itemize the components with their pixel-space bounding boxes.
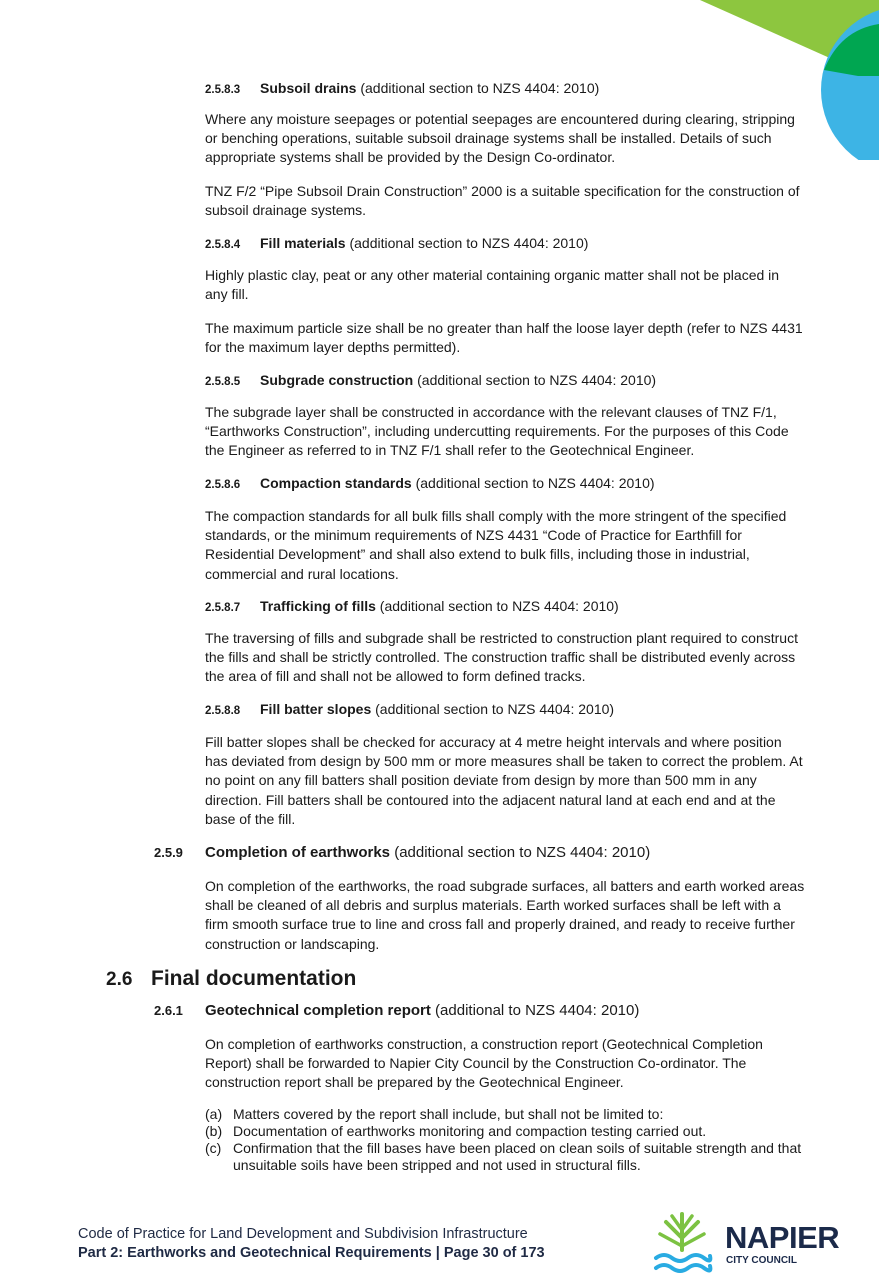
section-title: Fill batter slopes bbox=[260, 701, 372, 717]
section-number: 2.5.8.8 bbox=[205, 705, 241, 717]
section-qualifier: (additional section to NZS 4404: 2010) bbox=[417, 372, 657, 388]
section-qualifier: (additional section to NZS 4404: 2010) bbox=[375, 701, 615, 717]
footer-part-and-page: Part 2: Earthworks and Geotechnical Requirements | Page 30 of 173 bbox=[78, 1245, 545, 1261]
section-title: Compaction standards bbox=[260, 475, 412, 491]
paragraph: The traversing of fills and subgrade shall be restricted to construction plant required to construct the fills and shall be strictly controlled. The construction traffic shall be distributed evenly across the area of fill and shall not be allowed to form defined tracks. bbox=[205, 630, 798, 685]
list-item bbox=[205, 1106, 805, 1123]
heading-subsoil-drains bbox=[205, 79, 599, 99]
section-title: Completion of earthworks bbox=[205, 844, 391, 861]
paragraph: Where any moisture seepages or potential seepages are encountered during clearing, stripping or benching operations, suitable subsoil drainage systems shall be installed. Details of such appropriate systems shall be provided by the Design Co-ordinator. bbox=[205, 111, 795, 166]
section-title: Final documentation bbox=[151, 967, 357, 990]
heading-trafficking-of-fills bbox=[205, 597, 619, 617]
paragraph: On completion of the earthworks, the road subgrade surfaces, all batters and earth worked areas shall be cleaned of all debris and surplus materials. Earth worked surfaces shall be left with a firm smooth surface true to line and cross fall and properly drained, and ready to receive further construction or landscaping. bbox=[205, 878, 805, 952]
heading-compaction-standards bbox=[205, 474, 655, 494]
list-item-label: (a) bbox=[205, 1106, 223, 1122]
section-title: Subgrade construction bbox=[260, 372, 414, 388]
section-number: 2.5.8.5 bbox=[205, 376, 241, 388]
heading-fill-batter-slopes bbox=[205, 700, 614, 720]
section-number: 2.6 bbox=[106, 969, 133, 990]
paragraph: Highly plastic clay, peat or any other material containing organic matter shall not be placed in any fill. bbox=[205, 267, 780, 303]
section-number: 2.5.8.7 bbox=[205, 602, 241, 614]
logo-wordmark: NAPIER bbox=[725, 1220, 840, 1255]
list-item-text: Confirmation that the fill bases have been placed on clean soils of suitable strength and that unsuitable soils have been stripped and not used in structural fills. bbox=[233, 1140, 802, 1173]
heading-geotechnical-completion-report bbox=[154, 1001, 639, 1020]
section-title: Subsoil drains bbox=[260, 80, 357, 96]
logo-subtitle: CITY COUNCIL bbox=[726, 1255, 797, 1266]
section-qualifier: (additional section to NZS 4404: 2010) bbox=[360, 80, 600, 96]
section-number: 2.6.1 bbox=[154, 1003, 183, 1018]
section-number: 2.5.8.4 bbox=[205, 239, 241, 251]
paragraph: TNZ F/2 “Pipe Subsoil Drain Construction” 2000 is a suitable specification for the construction of subsoil drainage systems. bbox=[205, 183, 800, 219]
list-item-label: (c) bbox=[205, 1140, 222, 1156]
section-qualifier: (additional to NZS 4404: 2010) bbox=[435, 1002, 640, 1019]
paragraph: The compaction standards for all bulk fills shall comply with the more stringent of the specified standards, or the minimum requirements of NZS 4431 “Code of Practice for Earthfill for Residential Development” and shall also extend to bulk fills, including those in industrial, commercial and rural locations. bbox=[205, 508, 787, 582]
list-item-text: Documentation of earthworks monitoring and compaction testing carried out. bbox=[233, 1123, 707, 1139]
paragraph: The maximum particle size shall be no greater than half the loose layer depth (refer to NZS 4431 for the maximum layer depths permitted). bbox=[205, 320, 803, 356]
section-qualifier: (additional section to NZS 4404: 2010) bbox=[379, 598, 619, 614]
section-number: 2.5.8.3 bbox=[205, 84, 241, 96]
section-qualifier: (additional section to NZS 4404: 2010) bbox=[349, 235, 589, 251]
heading-completion-of-earthworks bbox=[154, 843, 650, 862]
paragraph: The subgrade layer shall be constructed in accordance with the relevant clauses of TNZ F/1, “Earthworks Construction”, including undercutting requirements. For the purposes of this Code the Engineer as referred to in TNZ F/1 shall refer to the Geotechnical Engineer. bbox=[205, 404, 789, 459]
report-contents-list bbox=[205, 1106, 805, 1174]
list-item bbox=[205, 1123, 805, 1140]
paragraph: On completion of earthworks construction, a construction report (Geotechnical Completion Report) shall be forwarded to Napier City Council by the Construction Co-ordinator. The construction report shall be prepared by the Geotechnical Engineer. bbox=[205, 1036, 763, 1091]
section-qualifier: (additional section to NZS 4404: 2010) bbox=[415, 475, 655, 491]
section-title: Geotechnical completion report bbox=[205, 1002, 431, 1019]
section-title: Fill materials bbox=[260, 235, 346, 251]
heading-subgrade-construction bbox=[205, 371, 656, 391]
list-item-label: (b) bbox=[205, 1123, 223, 1139]
section-qualifier: (additional section to NZS 4404: 2010) bbox=[394, 844, 651, 861]
section-number: 2.5.9 bbox=[154, 845, 183, 860]
section-title: Trafficking of fills bbox=[260, 598, 376, 614]
heading-fill-materials bbox=[205, 234, 588, 254]
paragraph: Fill batter slopes shall be checked for accuracy at 4 metre height intervals and where position has deviated from design by 500 mm or more measures shall be taken to correct the problem. At no point on any fill batters shall position deviate from design by more than 500 mm in any direction. Fill batters shall be contoured into the adjacent natural land at each end and at the base of the fill. bbox=[205, 734, 803, 827]
footer-document-title: Code of Practice for Land Development and Subdivision Infrastructure bbox=[78, 1226, 528, 1242]
section-number: 2.5.8.6 bbox=[205, 479, 241, 491]
list-item bbox=[205, 1140, 805, 1174]
heading-final-documentation bbox=[106, 966, 356, 993]
list-item-text: Matters covered by the report shall include, but shall not be limited to: bbox=[233, 1106, 664, 1122]
